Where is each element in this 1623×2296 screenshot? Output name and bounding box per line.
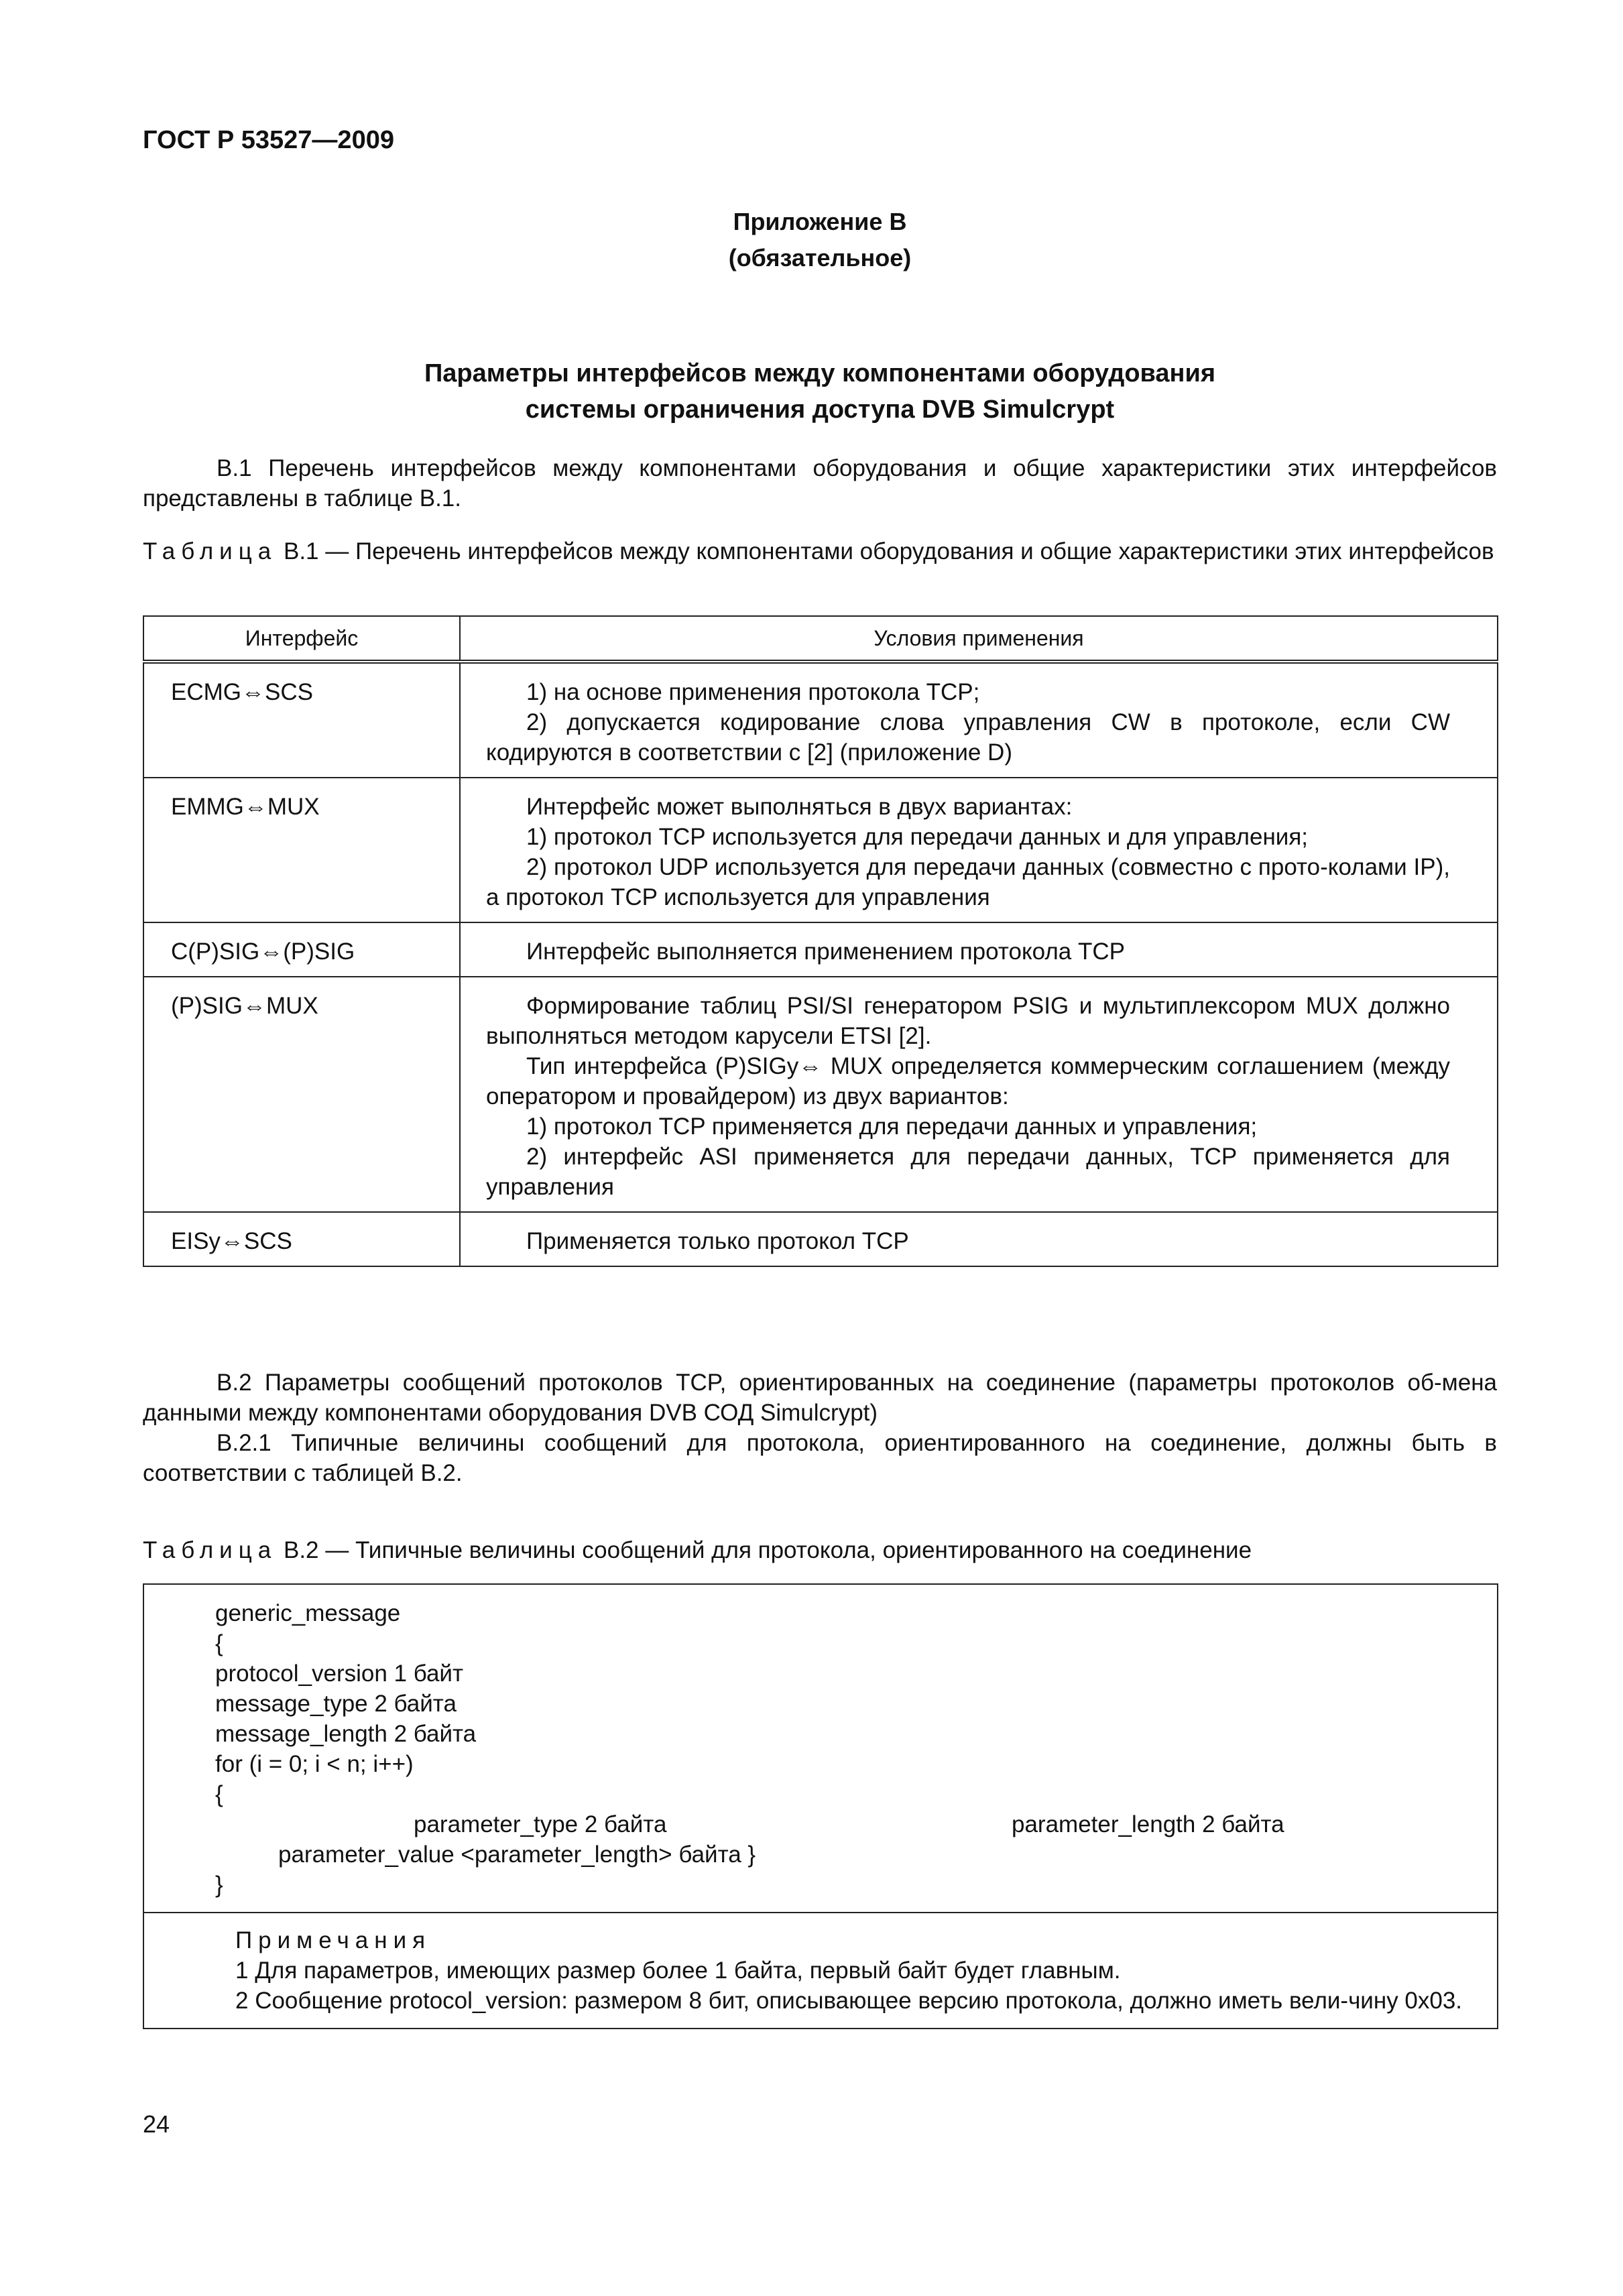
- annex-label: Приложение В: [733, 208, 907, 235]
- notes-row: [143, 1913, 1498, 2029]
- condition-line: 2) протокол UDP используется для передачи данных (совместно с прото-колами IP), а протокол TCP используется для управления: [486, 854, 1450, 910]
- conditions-cell: [460, 778, 1498, 922]
- paragraph-b2-text: В.2 Параметры сообщений протоколов TCP, ориентированных на соединение (параметры протоколов об-мена данными между компонентами оборудования DVB СОД Simulcrypt): [143, 1370, 1497, 1426]
- paragraph-b2: [143, 1368, 1497, 1488]
- condition-line: Тип интерфейса (P)SIGy⇔ MUX определяется коммерческим соглашением (между оператором и провайдером) из двух вариантов:: [486, 1053, 1450, 1109]
- condition-line: Формирование таблиц PSI/SI генератором PSIG и мультиплексором MUX должно выполняться методом карусели ETSI [2].: [486, 993, 1450, 1049]
- table1-caption: [143, 536, 1497, 566]
- message-structure-cell: [143, 1584, 1498, 1913]
- interface-cell: (P)SIG⇔MUX: [143, 977, 460, 1212]
- table-row: [143, 1212, 1498, 1266]
- table2-caption: [143, 1535, 1497, 1565]
- annex-status: (обязательное): [728, 244, 912, 271]
- table1-caption-prefix: Таблица: [143, 538, 278, 564]
- condition-line: 1) протокол TCP используется для передачи данных и для управления;: [526, 824, 1309, 850]
- condition-line: 1) на основе применения протокола TCP;: [526, 679, 980, 705]
- table-row: [143, 662, 1498, 778]
- table-row: [143, 778, 1498, 922]
- condition-line: 2) интерфейс ASI применяется для передачи данных, TCP применяется для управления: [486, 1144, 1450, 1200]
- param-value-text: parameter_value <parameter_length> байта }: [278, 1841, 756, 1868]
- paragraph-b21-text: В.2.1 Типичные величины сообщений для протокола, ориентированного на соединение, должны быть в соответствии с таблицей В.2.: [143, 1430, 1497, 1486]
- condition-line: 2) допускается кодирование слова управления CW в протоколе, если CW кодируются в соответствии с [2] (приложение D): [486, 709, 1450, 766]
- header-conditions: Условия применения: [460, 616, 1498, 662]
- table2-caption-prefix: Таблица: [143, 1537, 278, 1563]
- note-item: 2 Сообщение protocol_version: размером 8 бит, описывающее версию протокола, должно иметь вели-чину 0x03.: [235, 1988, 1463, 2014]
- code-line: message_type 2 байта: [215, 1691, 457, 1717]
- header-interface: Интерфейс: [143, 616, 460, 662]
- interface-cell: C(P)SIG⇔(P)SIG: [143, 922, 460, 977]
- note-item: 1 Для параметров, имеющих размер более 1 байта, первый байт будет главным.: [235, 1957, 1121, 1984]
- message-table: [143, 1583, 1498, 2029]
- code-line: message_length 2 байта: [215, 1721, 477, 1747]
- param-length-text: parameter_length 2 байта: [1012, 1811, 1284, 1837]
- annex-title-line1: Параметры интерфейсов между компонентами оборудования: [424, 359, 1216, 387]
- table-header-row: [143, 616, 1498, 662]
- conditions-cell: [460, 662, 1498, 778]
- table2-caption-text: В.2 — Типичные величины сообщений для протокола, ориентированного на соединение: [283, 1537, 1252, 1563]
- condition-line: 1) протокол TCP применяется для передачи данных и управления;: [526, 1113, 1258, 1140]
- standard-header: ГОСТ Р 53527—2009: [143, 126, 394, 154]
- conditions-cell: [460, 922, 1498, 977]
- paragraph-b1: [143, 453, 1497, 513]
- code-line: generic_message: [215, 1600, 401, 1626]
- condition-line: Интерфейс выполняется применением протокола TCP: [526, 939, 1125, 965]
- table-row: [143, 977, 1498, 1212]
- condition-line: Интерфейс может выполняться в двух вариантах:: [526, 794, 1073, 820]
- notes-cell: [143, 1913, 1498, 2029]
- interface-cell: EISy⇔SCS: [143, 1212, 460, 1266]
- page-number: 24: [143, 2110, 170, 2138]
- interfaces-table: [143, 615, 1498, 1267]
- code-line: for (i = 0; i < n; i++): [215, 1751, 414, 1777]
- annex-title: [143, 355, 1497, 428]
- table1-caption-text: В.1 — Перечень интерфейсов между компонентами оборудования и общие характеристики этих интерфейсов: [283, 538, 1494, 564]
- paragraph-b1-text: В.1 Перечень интерфейсов между компонентами оборудования и общие характеристики этих интерфейсов представлены в таблице В.1.: [143, 455, 1497, 511]
- param-type-text: parameter_type 2 байта: [414, 1811, 667, 1837]
- code-line: }: [215, 1872, 223, 1898]
- condition-line: Применяется только протокол TCP: [526, 1228, 909, 1254]
- annex-title-line2: системы ограничения доступа DVB Simulcrypt: [525, 396, 1115, 424]
- code-row: [143, 1584, 1498, 1913]
- table-row: [143, 922, 1498, 977]
- code-line: protocol_version 1 байт: [215, 1660, 464, 1687]
- interface-cell: EMMG⇔MUX: [143, 778, 460, 922]
- conditions-cell: [460, 1212, 1498, 1266]
- notes-title: Примечания: [235, 1927, 432, 1953]
- code-line: [215, 1809, 1473, 1839]
- annex-heading: [143, 204, 1497, 276]
- code-line: {: [215, 1630, 223, 1656]
- code-line: {: [215, 1781, 223, 1807]
- conditions-cell: [460, 977, 1498, 1212]
- interface-cell: ECMG⇔SCS: [143, 662, 460, 778]
